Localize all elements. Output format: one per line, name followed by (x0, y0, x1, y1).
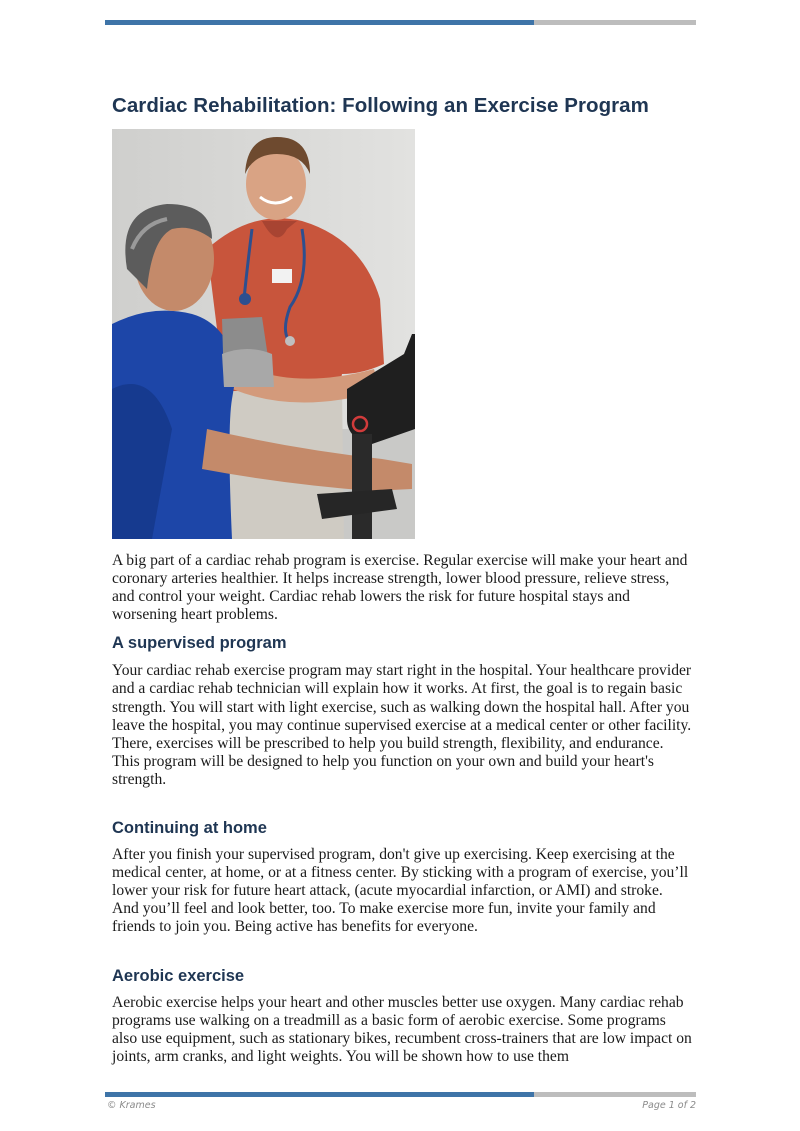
section-heading-continuing-at-home: Continuing at home (112, 819, 267, 838)
header-rule-gray (534, 20, 696, 25)
section-heading-supervised-program: A supervised program (112, 634, 287, 653)
header-rule-blue (105, 20, 534, 25)
footer-rule-gray (534, 1092, 696, 1097)
article-body (112, 552, 692, 1066)
section-body-continuing-at-home: After you finish your supervised program, don't give up exercising. Keep exercising at the medical center, at home, or at a fitness center. By sticking with a program of exercise, you’ll lower your risk for future heart attack, (acute myocardial infarction, or AMI) and stroke. And you’ll feel and look better, too. To make exercise more fun, invite your family and friends to join you. Being active has benefits for everyone. (112, 846, 689, 936)
section-body-supervised-program: Your cardiac rehab exercise program may start right in the hospital. Your healthcare provider and a cardiac rehab technician will explain how it works. At first, the goal is to regain basic strength. You will start with light exercise, such as walking down the hospital hall. After you leave the hospital, you may continue supervised exercise at a medical center or other facility. There, exercises will be prescribed to help you build strength, flexibility, and endurance. This program will be designed to help you function on your own and build your heart's strength. (112, 662, 692, 788)
header-rule (105, 20, 696, 25)
section-heading-aerobic-exercise: Aerobic exercise (112, 966, 245, 985)
copyright-text: © Krames (107, 1100, 156, 1111)
page-title: Cardiac Rehabilitation: Following an Exercise Program (112, 94, 649, 117)
page-footer (107, 1100, 696, 1111)
footer-rule (105, 1092, 696, 1097)
page-number: Page 1 of 2 (642, 1100, 696, 1111)
article-photo (112, 129, 415, 539)
intro-paragraph: A big part of a cardiac rehab program is exercise. Regular exercise will make your heart and coronary arteries healthier. It helps increase strength, lower blood pressure, relieve stress, and control your weight. Cardiac rehab lowers the risk for future hospital stays and worsening heart problems. (112, 552, 688, 624)
footer-rule-blue (105, 1092, 534, 1097)
section-body-aerobic-exercise: Aerobic exercise helps your heart and other muscles better use oxygen. Many cardiac rehab programs use walking on a treadmill as a basic form of aerobic exercise. Some programs also use equipment, such as stationary bikes, recumbent cross-trainers that are low impact on joints, arm cranks, and light weights. You will be shown how to use them (112, 993, 692, 1065)
